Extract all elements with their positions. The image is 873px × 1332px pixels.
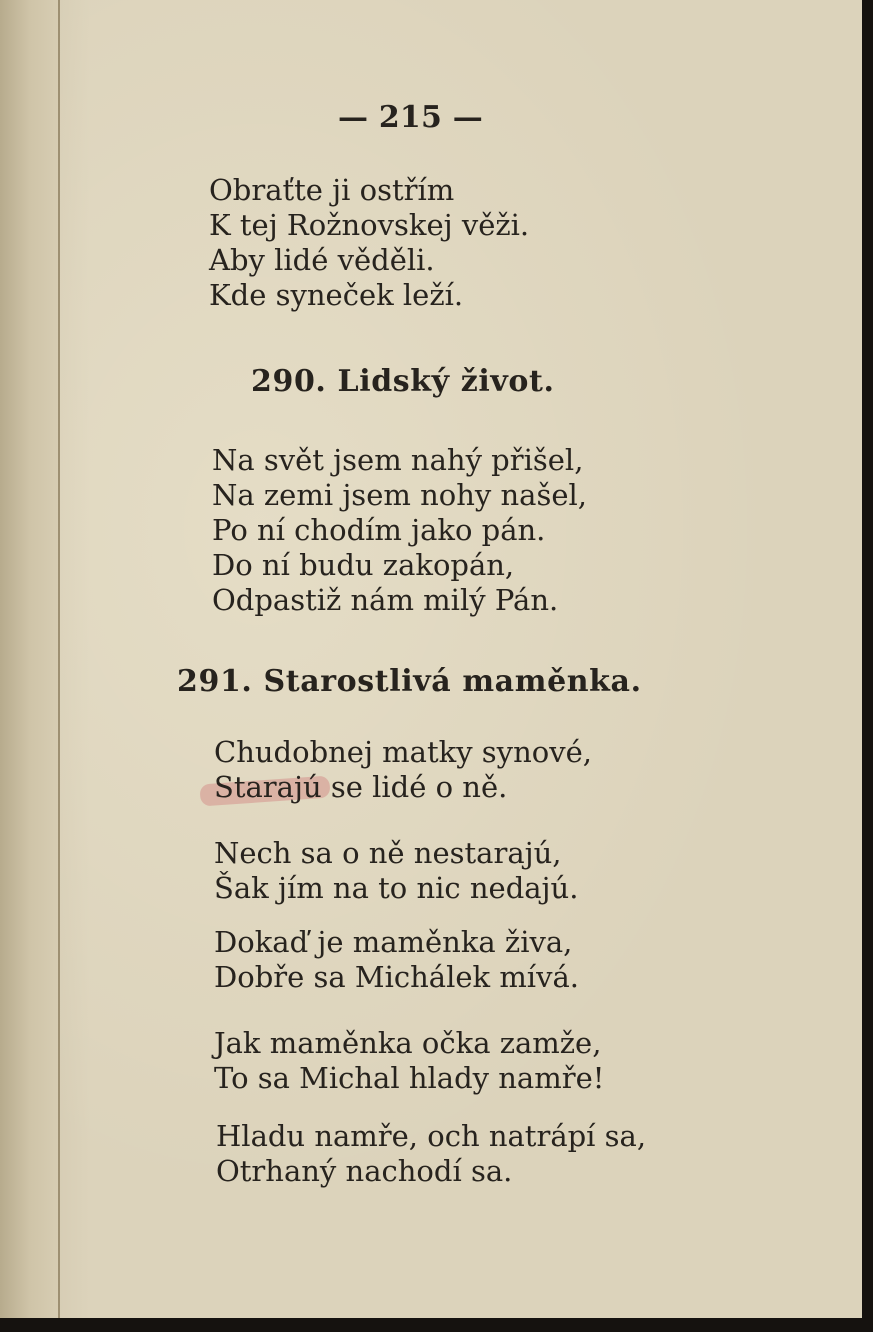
page-number: — 215 — [338,100,483,135]
verse-line: Na zemi jsem nohy našel, [212,478,587,512]
verse-line: Starajú se lidé o ně. [214,770,508,804]
verse-line: Dokaď je maměnka živa, [214,925,573,959]
verse-line: K tej Rožnovskej věži. [209,208,530,242]
verse-line: Na svět jsem nahý přišel, [212,443,584,477]
verse-line: Po ní chodím jako pán. [212,513,546,547]
verse-line: Hladu namře, och natrápí sa, [216,1119,647,1153]
verse-line: Kde syneček leží. [209,278,464,312]
song-291-stanza-2 [214,836,578,906]
song-291-stanza-5 [216,1119,646,1189]
scan-border-right [862,0,873,1332]
scan-border-bottom [0,1318,873,1332]
verse-line: Obraťte ji ostřím [209,173,455,207]
verse-line: Nech sa o ně nestarajú, [214,836,562,870]
verse-line: Otrhaný nachodí sa. [216,1154,513,1188]
stanza-continued [209,173,529,313]
verse-line: Odpastiž nám milý Pán. [212,583,559,617]
page-gutter [0,0,60,1318]
song-290-stanza [212,443,587,618]
song-291-title: 291. Starostlivá maměnka. [177,664,642,699]
verse-line: Do ní budu zakopán, [212,548,515,582]
song-290-title: 290. Lidský život. [251,364,555,399]
song-291-stanza-1 [214,735,592,805]
verse-line: Šak jím na to nic nedajú. [214,871,579,905]
verse-line: Dobře sa Michálek mívá. [214,960,579,994]
verse-line: Aby lidé věděli. [209,243,435,277]
song-291-stanza-3 [214,925,579,995]
song-291-stanza-4 [214,1026,604,1096]
verse-line: Jak maměnka očka zamže, [214,1026,602,1060]
verse-line: To sa Michal hlady namře! [214,1061,605,1095]
verse-line: Chudobnej matky synové, [214,735,592,769]
